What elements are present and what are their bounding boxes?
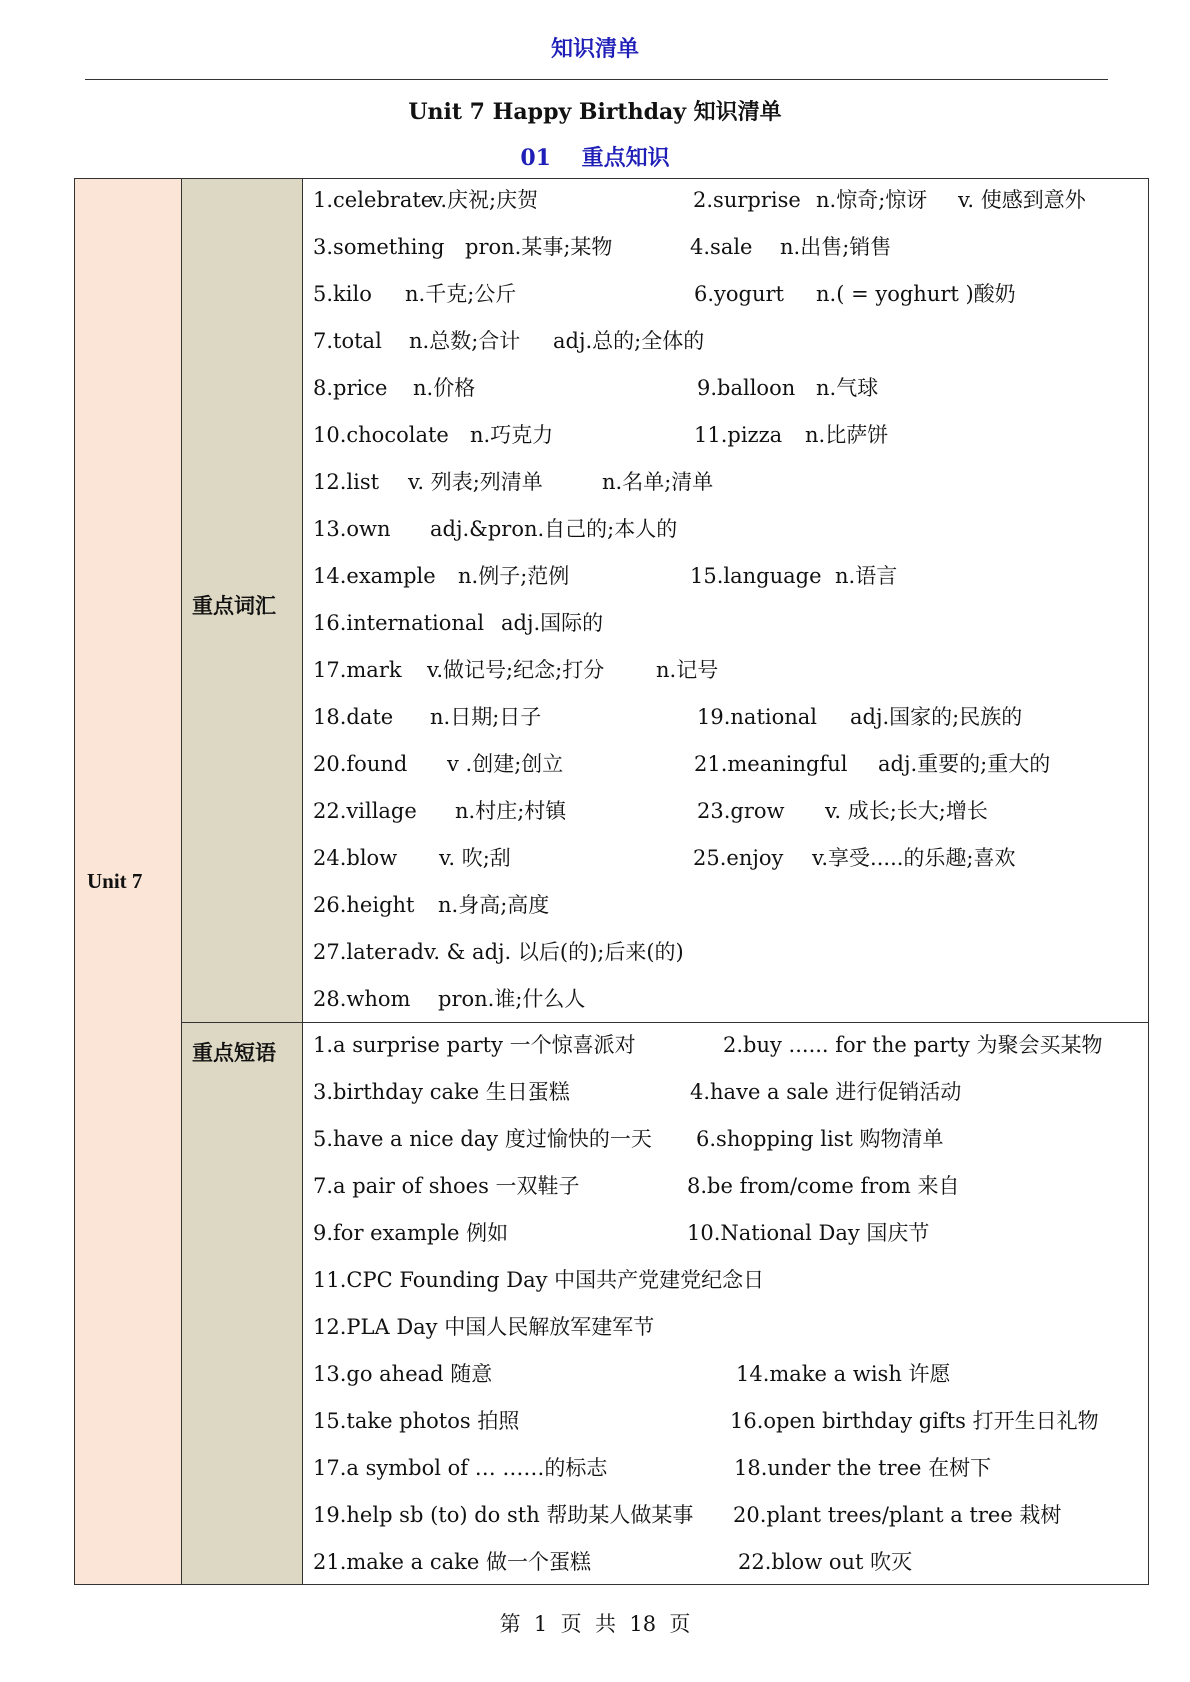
page-header-title: 知识清单 — [550, 37, 639, 62]
phrase-row — [313, 1453, 1143, 1483]
phrase-cell: 3.birthday cake 生日蛋糕 — [313, 1080, 570, 1104]
vocab-cell: v.庆祝;庆贺 — [431, 188, 539, 212]
vocab-row — [313, 514, 1143, 544]
phrase-cell: 9.for example 例如 — [313, 1221, 509, 1245]
phrase-cell: 2.buy ...... for the party 为聚会买某物 — [723, 1033, 1103, 1057]
vocab-row — [313, 420, 1143, 450]
vocab-cell: 7.total — [313, 329, 382, 353]
vocab-cell: 17.mark — [313, 658, 402, 682]
vocab-row — [313, 467, 1143, 497]
unit-column — [75, 179, 182, 1584]
phrase-row — [313, 1547, 1143, 1577]
vocab-cell: 27.later — [313, 940, 397, 964]
vocab-cell: pron.某事;某物 — [465, 235, 613, 259]
vocab-row — [313, 984, 1143, 1014]
phrase-cell: 11.CPC Founding Day 中国共产党建党纪念日 — [313, 1268, 765, 1292]
phrase-cell: 8.be from/come from 来自 — [687, 1174, 960, 1198]
knowledge-table — [74, 178, 1149, 1585]
vocab-cell: n.例子;范例 — [458, 564, 570, 588]
vocab-row — [313, 232, 1143, 262]
vocab-cell: v. 成长;长大;增长 — [825, 799, 988, 823]
vocab-cell: 3.something — [313, 235, 445, 259]
vocab-cell: n.气球 — [816, 376, 879, 400]
vocab-cell: n.千克;公斤 — [405, 282, 517, 306]
vocab-cell: 14.example — [313, 564, 436, 588]
vocab-cell: adj.重要的;重大的 — [878, 752, 1051, 776]
vocab-cell: 19.national — [697, 705, 818, 729]
phrase-row — [313, 1077, 1143, 1107]
table-content — [313, 179, 1143, 1584]
vocab-cell: n.名单;清单 — [602, 470, 714, 494]
phrase-cell: 12.PLA Day 中国人民解放军建军节 — [313, 1315, 655, 1339]
vocab-cell: n.总数;合计 — [409, 329, 521, 353]
vocab-cell: v.做记号;纪念;打分 — [427, 658, 605, 682]
vocab-cell: v.享受.....的乐趣;喜欢 — [812, 846, 1016, 870]
phrase-cell: 19.help sb (to) do sth 帮助某人做某事 — [313, 1503, 694, 1527]
vocab-cell: 20.found — [313, 752, 408, 776]
vocab-cell: adv. & adj. 以后(的);后来(的) — [398, 940, 684, 964]
vocab-cell: pron.谁;什么人 — [438, 987, 586, 1011]
phrase-category-label: 重点短语 — [192, 1041, 276, 1065]
phrase-row — [313, 1218, 1143, 1248]
phrase-row — [313, 1124, 1143, 1154]
vocab-cell: 13.own — [313, 517, 391, 541]
vocab-cell: adj.总的;全体的 — [553, 329, 705, 353]
vocab-category-label: 重点词汇 — [192, 594, 276, 618]
vocab-row — [313, 702, 1143, 732]
vocab-cell: 4.sale — [690, 235, 753, 259]
vocab-row — [313, 561, 1143, 591]
vocab-cell: v. 列表;列清单 — [408, 470, 543, 494]
vocab-cell: 9.balloon — [697, 376, 796, 400]
vocab-cell: v. 使感到意外 — [958, 188, 1086, 212]
vocab-cell: 1.celebrate — [313, 188, 434, 212]
phrase-cell: 17.a symbol of … ……的标志 — [313, 1456, 608, 1480]
vocab-cell: 2.surprise — [693, 188, 801, 212]
phrase-cell: 10.National Day 国庆节 — [687, 1221, 930, 1245]
phrase-cell: 22.blow out 吹灭 — [738, 1550, 913, 1574]
phrase-cell: 20.plant trees/plant a tree 栽树 — [733, 1503, 1062, 1527]
phrase-row — [313, 1312, 1143, 1342]
phrase-cell: 15.take photos 拍照 — [313, 1409, 520, 1433]
vocab-row — [313, 373, 1143, 403]
vocab-row — [313, 843, 1143, 873]
phrase-cell: 16.open birthday gifts 打开生日礼物 — [730, 1409, 1099, 1433]
vocab-cell: adj.国际的 — [501, 611, 604, 635]
vocab-cell: v .创建;创立 — [447, 752, 564, 776]
vocab-cell: adj.&pron.自己的;本人的 — [430, 517, 678, 541]
vocab-cell: n.出售;销售 — [780, 235, 892, 259]
vocab-row — [313, 749, 1143, 779]
vocab-cell: v. 吹;刮 — [439, 846, 511, 870]
vocab-cell: adj.国家的;民族的 — [850, 705, 1023, 729]
phrase-cell: 18.under the tree 在树下 — [734, 1456, 992, 1480]
vocab-row — [313, 937, 1143, 967]
vocab-cell: n.村庄;村镇 — [455, 799, 567, 823]
vocab-cell: n.语言 — [835, 564, 898, 588]
phrase-cell: 5.have a nice day 度过愉快的一天 — [313, 1127, 652, 1151]
vocab-cell: 16.international — [313, 611, 485, 635]
phrase-row — [313, 1265, 1143, 1295]
category-column — [182, 179, 303, 1584]
section-heading — [0, 141, 1190, 172]
vocab-row — [313, 279, 1143, 309]
phrase-row — [313, 1406, 1143, 1436]
phrase-row — [313, 1171, 1143, 1201]
vocab-cell: n.日期;日子 — [430, 705, 542, 729]
section-number: 01 — [520, 145, 551, 171]
vocab-cell: 10.chocolate — [313, 423, 449, 447]
vocab-cell: 23.grow — [697, 799, 785, 823]
vocab-cell: 25.enjoy — [693, 846, 784, 870]
vocab-row — [313, 326, 1143, 356]
vocab-cell: 28.whom — [313, 987, 411, 1011]
vocab-row — [313, 185, 1143, 215]
vocab-cell: n.巧克力 — [470, 423, 554, 447]
phrase-cell: 14.make a wish 许愿 — [736, 1362, 951, 1386]
vocab-cell: 5.kilo — [313, 282, 372, 306]
phrase-row — [313, 1500, 1143, 1530]
phrase-cell: 1.a surprise party 一个惊喜派对 — [313, 1033, 636, 1057]
vocab-cell: 26.height — [313, 893, 415, 917]
vocab-row — [313, 655, 1143, 685]
vocab-cell: n.身高;高度 — [438, 893, 550, 917]
vocab-cell: n.记号 — [656, 658, 719, 682]
vocab-cell: 6.yogurt — [694, 282, 784, 306]
phrase-row — [313, 1030, 1143, 1060]
unit-label: Unit 7 — [87, 869, 143, 893]
document-title: Unit 7 Happy Birthday 知识清单 — [408, 99, 782, 125]
vocab-cell: 15.language — [690, 564, 822, 588]
vocab-cell: n.价格 — [413, 376, 476, 400]
vocab-row — [313, 608, 1143, 638]
header-divider — [85, 79, 1108, 80]
vocab-cell: 8.price — [313, 376, 388, 400]
vocab-cell: 18.date — [313, 705, 394, 729]
phrase-cell: 13.go ahead 随意 — [313, 1362, 493, 1386]
phrase-cell: 4.have a sale 进行促销活动 — [690, 1080, 962, 1104]
vocab-cell: 24.blow — [313, 846, 398, 870]
vocab-cell: 11.pizza — [694, 423, 783, 447]
page-footer: 第 1 页 共 18 页 — [499, 1612, 691, 1636]
vocab-row — [313, 796, 1143, 826]
vocab-cell: 22.village — [313, 799, 417, 823]
phrase-cell: 21.make a cake 做一个蛋糕 — [313, 1550, 591, 1574]
section-title: 重点知识 — [581, 145, 670, 171]
vocab-cell: n.比萨饼 — [805, 423, 889, 447]
vocab-cell: 12.list — [313, 470, 380, 494]
vocab-cell: n.惊奇;惊讶 — [816, 188, 928, 212]
vocab-cell: 21.meaningful — [694, 752, 848, 776]
phrase-row — [313, 1359, 1143, 1389]
vocab-cell: n.( = yoghurt )酸奶 — [816, 282, 1016, 306]
vocab-row — [313, 890, 1143, 920]
phrase-cell: 6.shopping list 购物清单 — [696, 1127, 944, 1151]
phrase-cell: 7.a pair of shoes 一双鞋子 — [313, 1174, 580, 1198]
